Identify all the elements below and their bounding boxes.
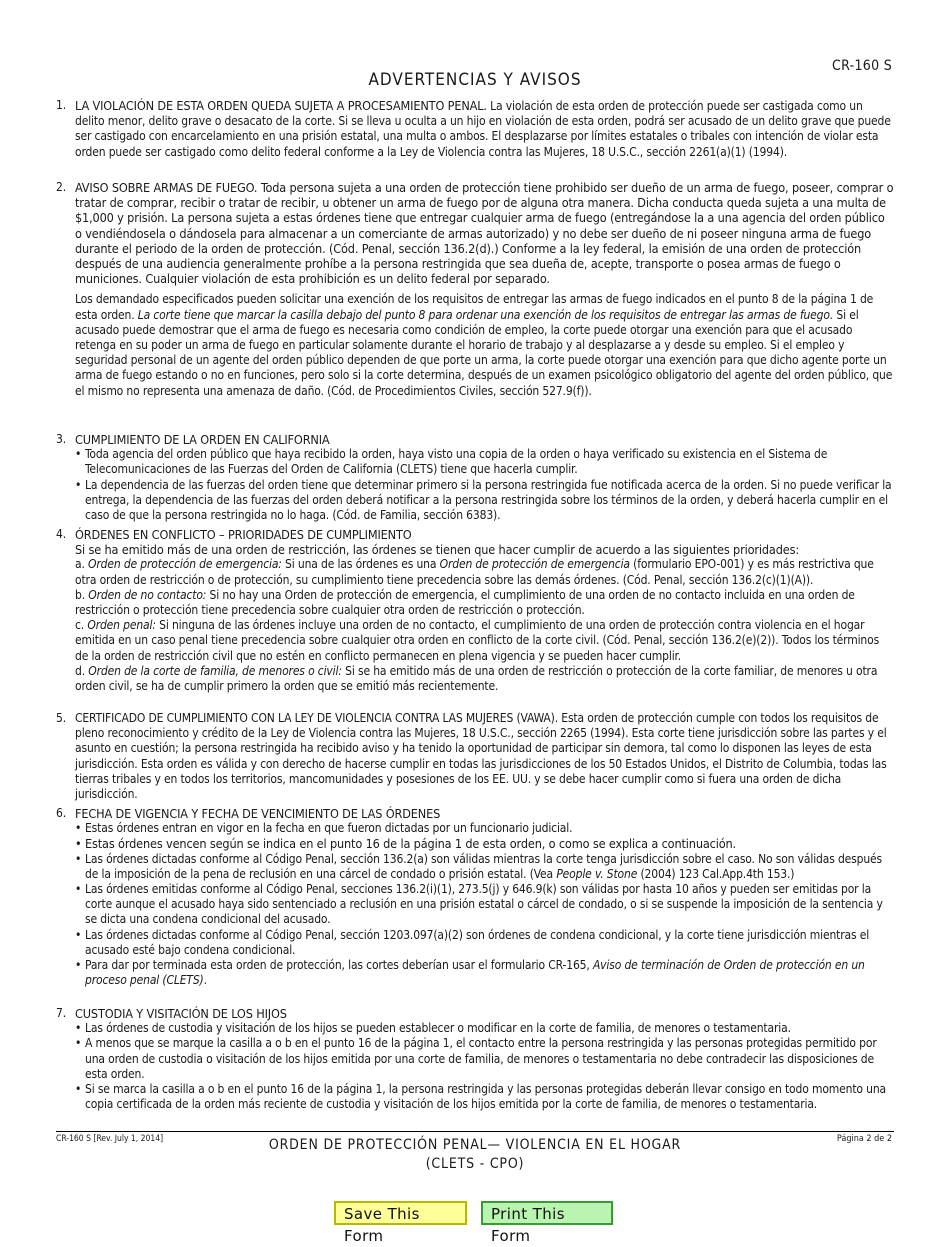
section-heading: LA VIOLACIÓN DE ESTA ORDEN QUEDA SUJETA A PROCESAMIENTO PENAL. xyxy=(75,98,487,113)
section-number: 7. xyxy=(56,1006,66,1020)
footer-page-number: Página 2 de 2 xyxy=(836,1134,892,1144)
footer-title-line1: ORDEN DE PROTECCIÓN PENAL— VIOLENCIA EN EL HOGAR xyxy=(268,1137,682,1153)
section-heading: CUMPLIMIENTO DE LA ORDEN EN CALIFORNIA xyxy=(75,432,330,447)
section-2 xyxy=(56,180,894,399)
footer-title xyxy=(0,1136,950,1174)
list-item: • Si se marca la casilla a o b en el punto 16 de la página 1, la persona restringida y las personas protegidas deberán llevar consigo en todo momento una copia certificada de la orden más reciente de custodia y visitación de los hijos emitida por la corte de familia, de menores o testamentaria. xyxy=(75,1082,894,1112)
section-number: 4. xyxy=(56,527,66,541)
section-1 xyxy=(56,98,894,160)
list-item: • Estas órdenes entran en vigor en la fecha en que fueron dictadas por un funcionario judicial. xyxy=(75,821,894,836)
list-item: d. Orden de la corte de familia, de menores o civil: Si se ha emitido más de una orden de restricción o protección de la corte familiar, de menores u otra orden civil, se ha de cumplir primero la orden que se emitió más recientemente. xyxy=(75,663,878,694)
section-heading: CUSTODIA Y VISITACIÓN DE LOS HIJOS xyxy=(75,1006,287,1021)
section-number: 6. xyxy=(56,806,66,820)
section-number: 2. xyxy=(56,180,66,194)
list-item: • Estas órdenes vencen según se indica en el punto 16 de la página 1 de esta orden, o como se explica a continuación. xyxy=(75,836,894,851)
list-item: c. Orden penal: Si ninguna de las órdenes incluye una orden de no contacto, el cumplimiento de una orden de protección contra violencia en el hogar emitida en un caso penal tiene precedencia sobre cualquier otra orden en conflicto de la corte civil. (Cód. Penal, sección 136.2(e)(2)). Todos los términos de la orden de restricción civil que no estén en conflicto permanecen en plena vigencia y se pueden hacer cumplir. xyxy=(75,618,880,663)
list-item: • Las órdenes emitidas conforme al Código Penal, secciones 136.2(i)(1), 273.5(j) y 646.9(k) son válidas por hasta 10 años y pueden ser emitidas por la corte aunque el acusado haya sido sentenciado a reclusión en una prisión estatal o cárcel de condado, o si se suspende la imposición de la sentencia y se dicta una condena condicional del acusado. xyxy=(75,882,894,928)
section-text: La violación de esta orden de protección puede ser castigada como un delito menor, delito grave o desacato de la corte. Si se lleva u oculta a un hijo en violación de esta orden, podrá ser acusado de un delito grave que puede ser castigado con encarcelamiento en una prisión estatal, una multa o ambos. El desplazarse por límites estatales o tribales con intención de violar esta orden puede ser castigado como delito federal conforme a la Ley de Violencia contra las Mujeres, 18 U.S.C., sección 2261(a)(1) (1994). xyxy=(75,99,891,159)
list-item: • A menos que se marque la casilla a o b en el punto 16 de la página 1, el contacto entre la persona restringida y las personas protegidas permitido por una orden de custodia o visitación de los hijos emitida por una corte de familia, de menores o testamentaria no debe contradecir las disposiciones de esta orden. xyxy=(75,1036,894,1082)
print-form-button[interactable]: Print This Form xyxy=(481,1201,613,1225)
page-title: ADVERTENCIAS Y AVISOS xyxy=(368,70,582,90)
list-item: b. Orden de no contacto: Si no hay una Orden de protección de emergencia, el cumplimiento de una orden de no contacto incluida en una orden de restricción o protección tiene precedencia sobre cualquier otra orden de restricción o protección. xyxy=(75,587,855,618)
section-heading: ÓRDENES EN CONFLICTO – PRIORIDADES DE CUMPLIMIENTO xyxy=(75,527,412,542)
list-item: • Las órdenes dictadas conforme al Código Penal, sección 136.2(a) son válidas mientras la corte tenga jurisdicción sobre el caso. No son válidas después de la imposición de la pena de reclusión en una cárcel de condado o prisión estatal. (Vea People v. Stone (2004) 123 Cal.App.4th 153.) xyxy=(75,852,894,882)
save-form-button[interactable]: Save This Form xyxy=(334,1201,467,1225)
section-3 xyxy=(56,432,894,523)
footer-title-line2: (CLETS - CPO) xyxy=(425,1156,525,1172)
list-item: • Para dar por terminada esta orden de protección, las cortes deberían usar el formulario CR-165, Aviso de terminación de Orden de protección en un proceso penal (CLETS). xyxy=(75,958,894,988)
list-item: a. Orden de protección de emergencia: Si una de las órdenes es una Orden de protección de emergencia (formulario EPO-001) y es más restrictiva que otra orden de restricción o de protección, su cumplimiento tiene precedencia sobre las demás órdenes. (Cód. Penal, sección 136.2(c)(1)(A)). xyxy=(75,557,874,587)
section-text: AVISO SOBRE ARMAS DE FUEGO. Toda persona sujeta a una orden de protección tiene prohibido ser dueño de un arma de fuego, poseer, comprar o tratar de comprar, recibir o tratar de recibir, u obtener un arma de fuego por de alguna otra manera. Dicha conducta queda sujeta a una multa de $1,000 y prisión. La persona sujeta a estas órdenes tiene que entregar cualquier arma de fuego (entregándose la a una agencia del orden público o vendiéndosela o dándosela para almacenar a un comerciante de armas autorizado) y no debe ser dueño de ni poseer ninguna arma de fuego durante el periodo de la orden de protección. (Cód. Penal, sección 136.2(d).) Conforme a la ley federal, la emisión de una orden de protección después de una audiencia generalmente prohíbe a la persona restringida que sea dueña de, acepte, transporte o posea armas de fuego o municiones. Cualquier violación de esta prohibición es un delito federal por separado. xyxy=(75,180,894,287)
section-text: CERTIFICADO DE CUMPLIMIENTO CON LA LEY DE VIOLENCIA CONTRA LAS MUJERES (VAWA). Esta orden de protección cumple con todos los requisitos de pleno reconocimiento y crédito de la Ley de Violencia contra las Mujeres, 18 U.S.C., sección 2265 (1994). Esta corte tiene jurisdicción sobre las partes y el asunto en cuestión; la persona restringida ha recibido aviso y ha tenido la oportunidad de participar sin demora, tal como lo disponen las leyes de esta jurisdicción. Esta orden es válida y con derecho de hacerse cumplir en todas las jurisdicciones de los 50 Estados Unidos, el Distrito de Columbia, todas las tierras tribales y en todos los territorios, mancomunidades y posesiones de los EE. UU. y se debe hacer cumplir como si fuera una orden de dicha jurisdicción. xyxy=(75,711,887,802)
section-number: 1. xyxy=(56,98,66,112)
section-heading: FECHA DE VIGENCIA Y FECHA DE VENCIMIENTO DE LAS ÓRDENES xyxy=(75,806,441,821)
list-item: • Las órdenes dictadas conforme al Código Penal, sección 1203.097(a)(2) son órdenes de condena condicional, y la corte tiene jurisdicción mientras el acusado esté bajo condena condicional. xyxy=(75,928,894,958)
footer-revision: CR-160 S [Rev. July 1, 2014] xyxy=(56,1134,164,1144)
section-7 xyxy=(56,1006,894,1112)
list-item: • Las órdenes de custodia y visitación de los hijos se pueden establecer o modificar en la corte de familia, de menores o testamentaria. xyxy=(75,1021,894,1036)
list-item: • Toda agencia del orden público que haya recibido la orden, haya visto una copia de la orden o haya verificado su existencia en el Sistema de Telecomunicaciones de las Fuerzas del Orden de California (CLETS) tiene que hacerla cumplir. xyxy=(75,447,894,477)
section-number: 3. xyxy=(56,432,66,446)
section-paragraph: Los demandado especificados pueden solicitar una exención de los requisitos de entregar las armas de fuego indicados en el punto 8 de la página 1 de esta orden. La corte tiene que marcar la casilla debajo del punto 8 para ordenar una exención de los requisitos de entregar las armas de fuego. Si el acusado puede demostrar que el arma de fuego es necesaria como condición de empleo, la corte puede otorgar una exención para que el acusado retenga en su poder un arma de fuego en particular solamente durante el horario de trabajo y al desplazarse a y desde su empleo. Si el empleo y seguridad personal de un agente del orden público dependen de que porte un arma, la corte puede otorgar una exención para que dicho agente porte un arma de fuego estando o no en funciones, pero solo si la corte determina, después de un examen psicológico obligatorio del agente del orden público, que el mismo no representa una amenaza de daño. (Cód. de Procedimientos Civiles, sección 527.9(f)). xyxy=(75,292,893,398)
section-6 xyxy=(56,806,894,988)
section-number: 5. xyxy=(56,711,66,725)
section-4 xyxy=(56,527,894,694)
list-item: • La dependencia de las fuerzas del orden tiene que determinar primero si la persona restringida fue notificada acerca de la orden. Si no puede verificar la entrega, la dependencia de las fuerzas del orden deberá notificar a la persona restringida sobre los términos de la orden, y deberá hacerla cumplir en el caso de que la persona restringida no lo haga. (Cód. de Familia, sección 6383). xyxy=(75,478,894,524)
footer-divider xyxy=(56,1131,894,1132)
form-number: CR-160 S xyxy=(832,58,892,74)
section-5 xyxy=(56,711,894,802)
section-intro: Si se ha emitido más de una orden de restricción, las órdenes se tienen que hacer cumplir de acuerdo a las siguientes prioridades: xyxy=(75,542,800,558)
